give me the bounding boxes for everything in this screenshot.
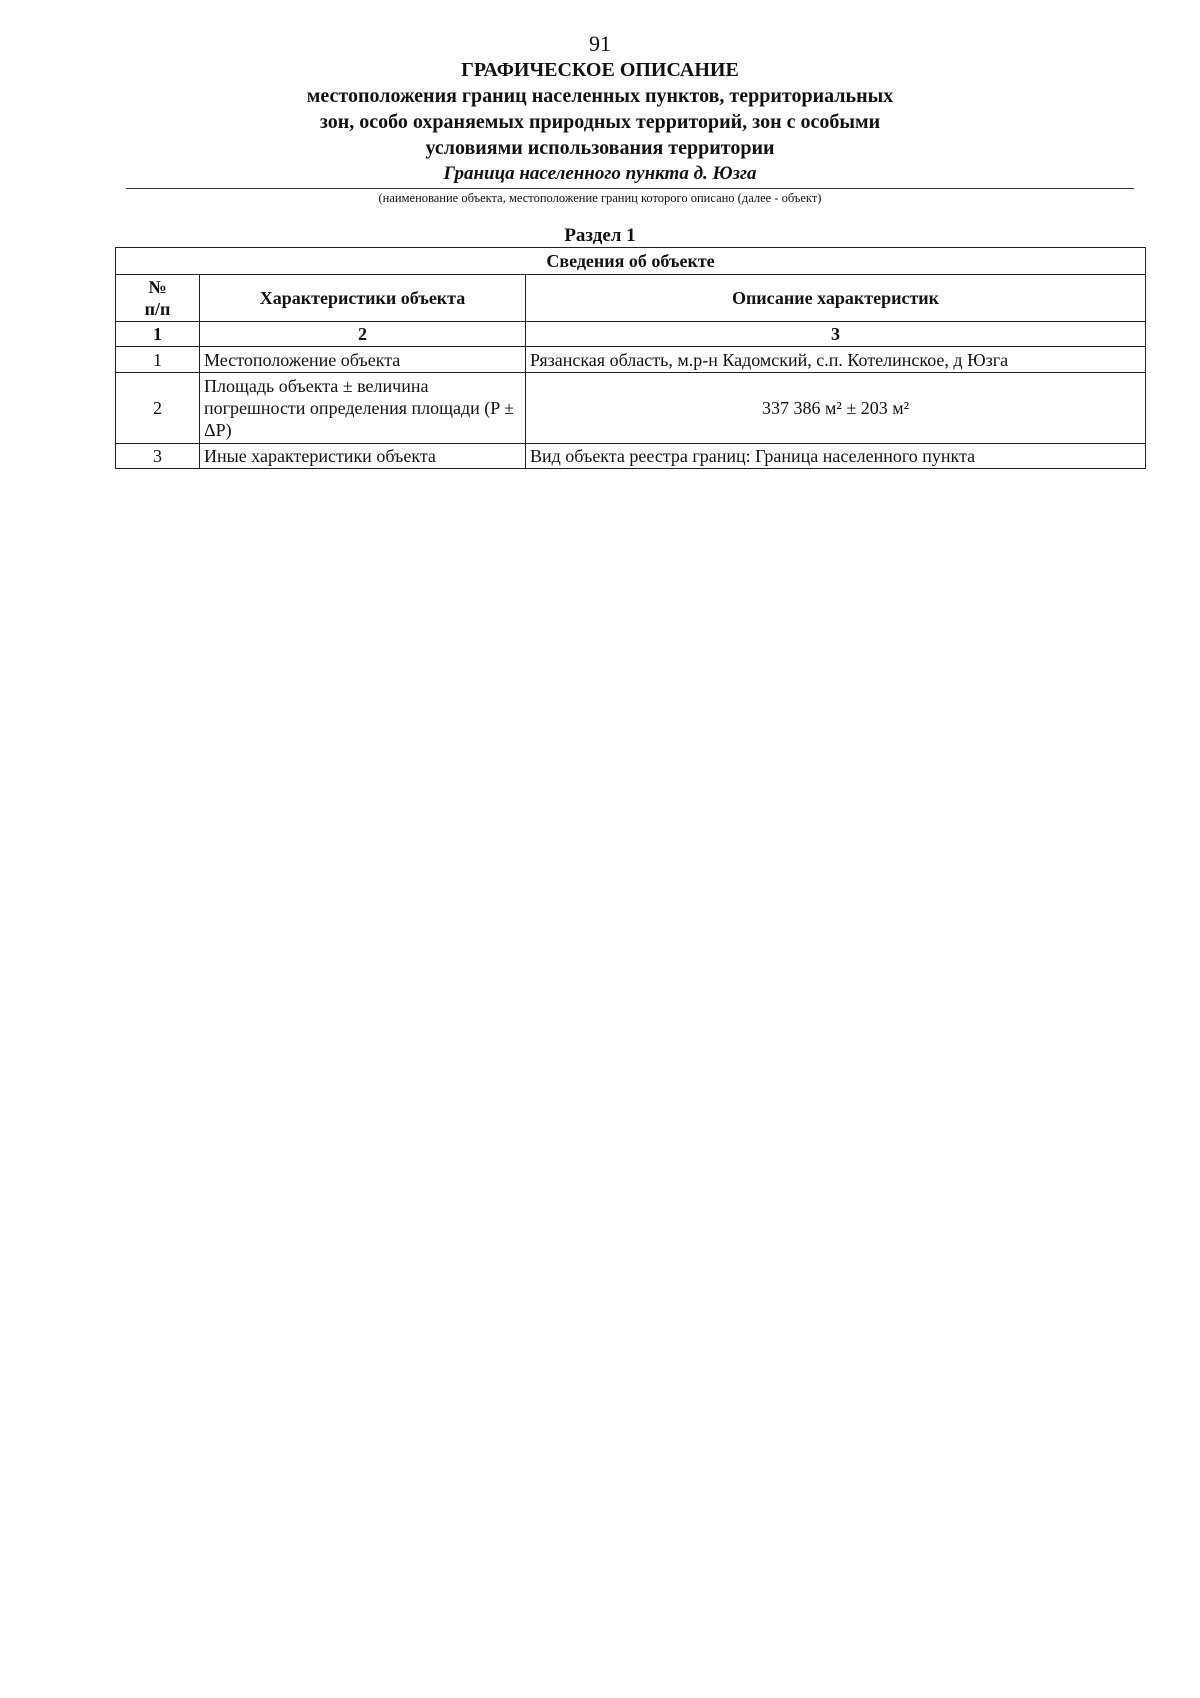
column-header-number: № п/п bbox=[116, 275, 200, 322]
row-characteristic: Местоположение объекта bbox=[200, 347, 526, 373]
document-subtitle-line-1: местоположения границ населенных пунктов, территориальных bbox=[306, 85, 894, 107]
document-subtitle-line-2: зон, особо охраняемых природных территорий, зон с особыми bbox=[319, 111, 881, 133]
column-number: 1 bbox=[116, 322, 200, 347]
table-caption-row bbox=[116, 248, 1146, 275]
row-number: 3 bbox=[116, 444, 200, 469]
page-number: 91 bbox=[589, 31, 611, 56]
document-subtitle-line-3: условиями использования территории bbox=[425, 137, 775, 159]
table-row bbox=[116, 444, 1146, 469]
object-caption: (наименование объекта, местоположение границ которого описано (далее - объект) bbox=[378, 191, 822, 205]
column-number: 3 bbox=[526, 322, 1146, 347]
object-info-table bbox=[115, 247, 1146, 469]
row-number: 1 bbox=[116, 347, 200, 373]
row-description: Вид объекта реестра границ: Граница населенного пункта bbox=[526, 444, 1146, 469]
table-row bbox=[116, 347, 1146, 373]
column-header-characteristic: Характеристики объекта bbox=[200, 275, 526, 322]
table-header-row bbox=[116, 275, 1146, 322]
document-header bbox=[0, 57, 1200, 187]
row-description: Рязанская область, м.р-н Кадомский, с.п. Котелинское, д Юзга bbox=[526, 347, 1146, 373]
row-characteristic: Иные характеристики объекта bbox=[200, 444, 526, 469]
object-name: Граница населенного пункта д. Юзга bbox=[443, 163, 757, 184]
row-number: 2 bbox=[116, 373, 200, 444]
object-name-underline bbox=[126, 188, 1134, 189]
table-caption: Сведения об объекте bbox=[116, 248, 1146, 275]
row-description: 337 386 м² ± 203 м² bbox=[526, 373, 1146, 444]
table-row bbox=[116, 373, 1146, 444]
document-title: ГРАФИЧЕСКОЕ ОПИСАНИЕ bbox=[461, 59, 739, 81]
section-title: Раздел 1 bbox=[564, 225, 636, 246]
row-characteristic: Площадь объекта ± величина погрешности определения площади (P ± ΔP) bbox=[200, 373, 526, 444]
column-header-description: Описание характеристик bbox=[526, 275, 1146, 322]
table-column-numbers-row bbox=[116, 322, 1146, 347]
column-number: 2 bbox=[200, 322, 526, 347]
